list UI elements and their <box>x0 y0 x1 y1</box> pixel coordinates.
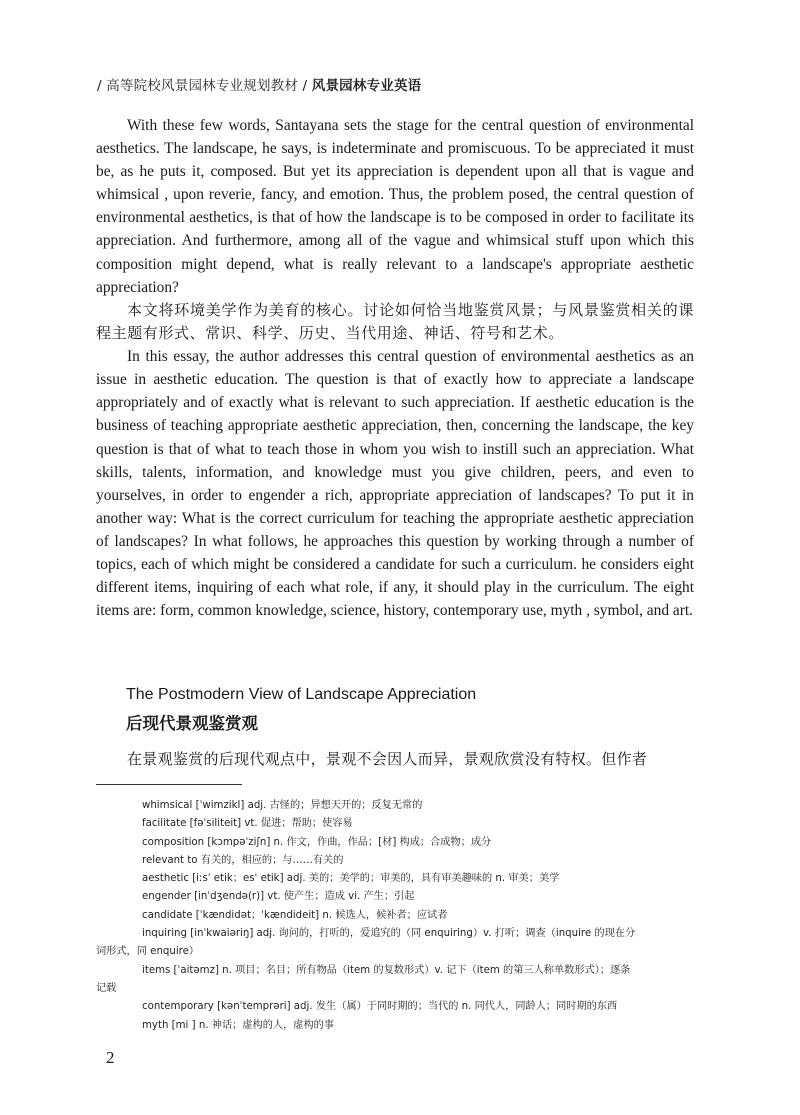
footnote-item-continued: 词形式，同 enquire） <box>96 946 200 958</box>
vocabulary-footnotes <box>96 797 696 1035</box>
footnote-divider <box>96 784 242 785</box>
paragraph-essay: In this essay, the author addresses this central question of environmental aesthetics as an issue in aesthetic education. The question is that of exactly how to appreciate a landscape appropriately and of exactly what is relevant to such appreciation. If aesthetic education is the business of teaching appropriate aesthetic appreciation, then, concerning the landscape, the key question is that of what to teach those in whom you wish to instill such an appreciation. What skills, talents, information, and knowledge must you give children, peers, and even to yourselves, in order to engender a rich, appropriate appreciation of landscapes? To put it in another way: What is the correct curriculum for teaching the appropriate aesthetic appreciation of landscapes? In what follows, he approaches this question by working through a number of topics, each of which might be considered a candidate for such a curriculum. he considers eight different items, inquiring of each what role, if any, it should play in the curriculum. The eight items are: form, common knowledge, science, history, contemporary use, myth , symbol, and art. <box>96 348 694 620</box>
header-series: / 高等院校风景园林专业规划教材 / <box>97 78 312 94</box>
footnote-item: candidate [ˈkændidət；ˈkændideit] n. 候选人，候补者；应试者 <box>142 909 448 921</box>
footnote-item: facilitate [fəˈsiliteit] vt. 促进；帮助；使容易 <box>142 818 353 830</box>
footnote-item: whimsical [ˈwimzikl] adj. 古怪的；异想天开的；反复无常的 <box>142 800 423 811</box>
paragraph-santayana: With these few words, Santayana sets the stage for the central question of environmental aesthetics. The landscape, he says, is indeterminate and promiscuous. To be appreciated it must be, as he puts it, composed. But yet its appreciation is dependent upon all that is vague and whimsical , upon reverie, fancy, and emotion. Thus, the problem posed, the central question of environmental aesthetics, is that of how the landscape is to be composed in order to facilitate its appreciation. And furthermore, among all of the vague and whimsical stuff upon which this composition might depend, what is really relevant to a landscape's appropriate aesthetic appreciation? <box>96 117 694 296</box>
section-heading-chinese: 后现代景观鉴赏观 <box>126 714 258 733</box>
page-number: 2 <box>106 1048 115 1067</box>
section-body <box>96 748 694 771</box>
footnote-item: relevant to 有关的，相应的；与……有关的 <box>142 854 344 866</box>
header-book-title: 风景园林专业英语 <box>311 78 422 94</box>
section-heading-english: The Postmodern View of Landscape Appreciation <box>126 686 477 703</box>
footnote-item: contemporary [kənˈtemprəri] adj. 发生（属）于同时期的；当代的 n. 同代人，同龄人；同时期的东西 <box>142 1001 618 1013</box>
footnote-item: composition [kɔmpəˈziʃn] n. 作文，作曲，作品；[材] 构成；合成物；成分 <box>142 836 492 848</box>
footnote-item-continued: 记载 <box>96 982 117 994</box>
footnote-item: inquiring [inˈkwaiəriŋ] adj. 询问的，打听的，爱追究的（同 enquiring）v. 打听；调查（inquire 的现在分 <box>142 928 636 940</box>
main-text <box>96 114 694 622</box>
paragraph-postmodern: 在景观鉴赏的后现代观点中，景观不会因人而异，景观欣赏没有特权。但作者 <box>127 750 648 768</box>
paragraph-chinese-summary: 本文将环境美学作为美育的核心。讨论如何恰当地鉴赏风景；与风景鉴赏相关的课程主题有形式、常识、科学、历史、当代用途、神话、符号和艺术。 <box>96 300 694 342</box>
running-header <box>97 74 421 94</box>
footnote-item: engender [inˈdʒendə(r)] vt. 使产生；造成 vi. 产生；引起 <box>142 891 415 903</box>
footnote-item: items [ˈaitəmz] n. 项目；名目；所有物品（item 的复数形式）v. 记下（item 的第三人称单数形式）；逐条 <box>142 964 631 976</box>
footnote-item: myth [mi ] n. 神话；虚构的人，虚构的事 <box>142 1019 335 1031</box>
footnote-item: aesthetic [iːsˈ etik；esˈ etik] adj. 美的；美学的；审美的，具有审美趣味的 n. 审美；美学 <box>142 873 560 885</box>
